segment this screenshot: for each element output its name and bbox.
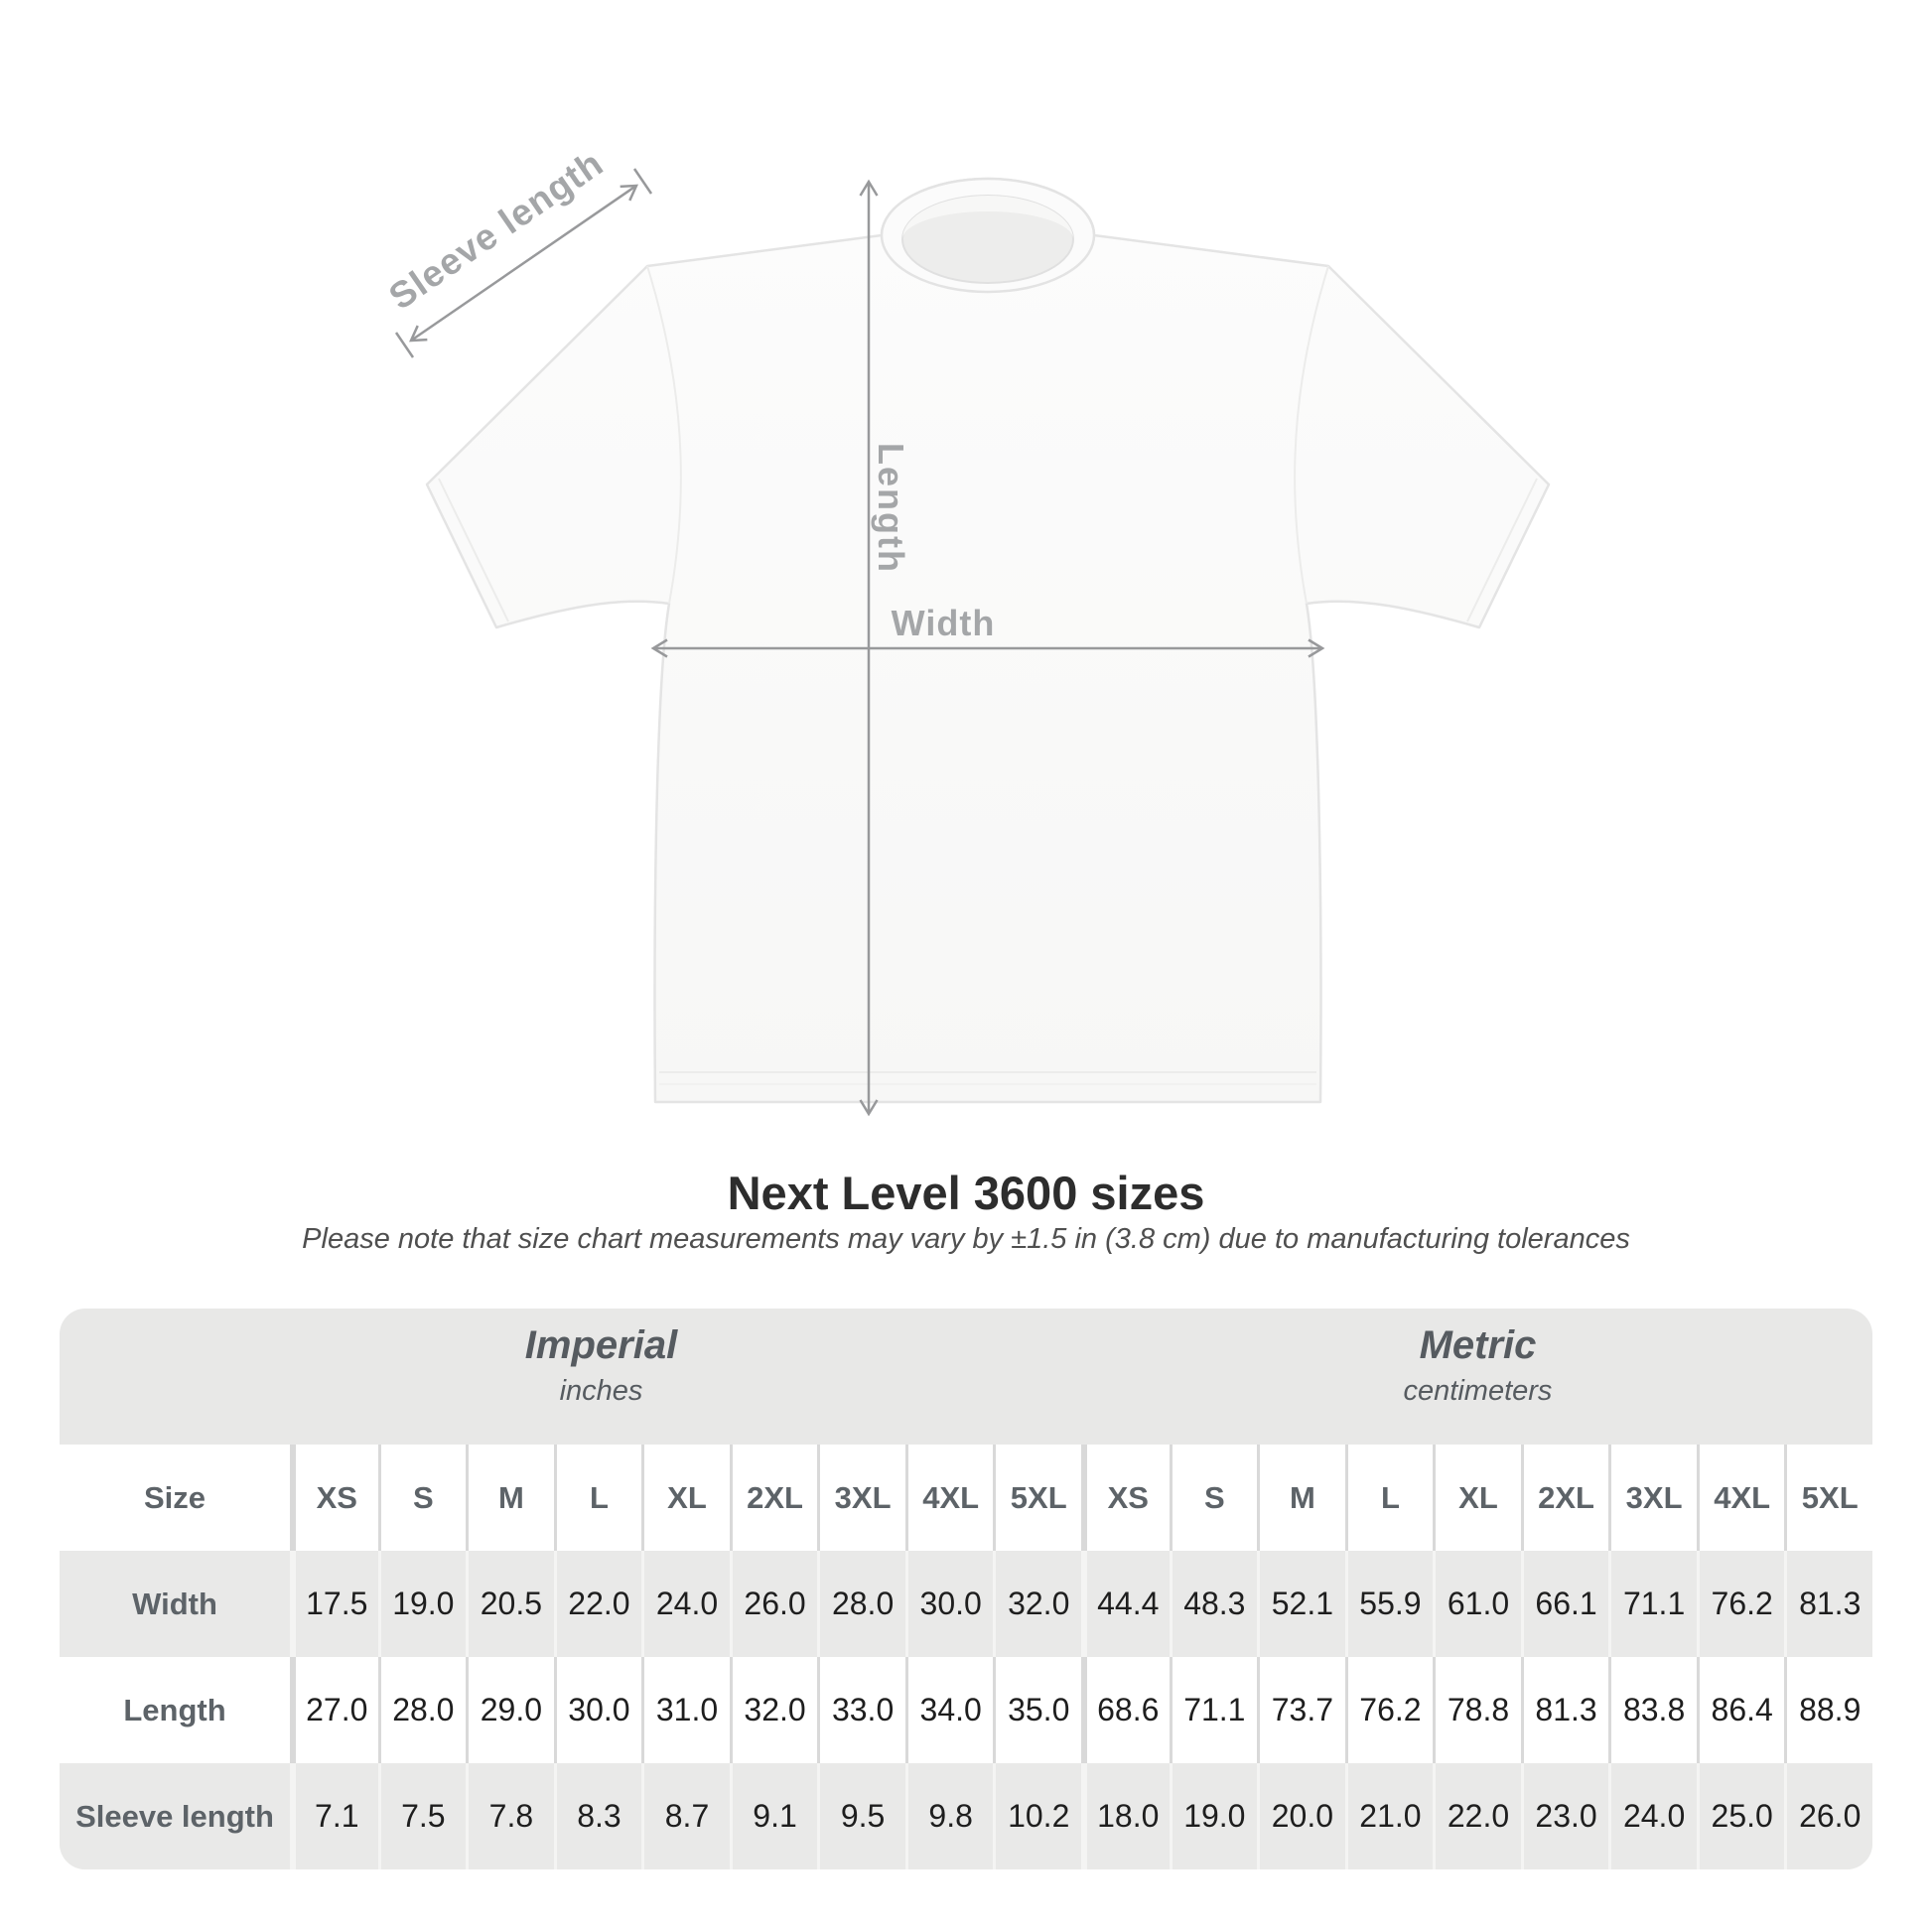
value-cell: 71.1	[1173, 1657, 1258, 1763]
value-cell: 27.0	[293, 1657, 378, 1763]
value-cell: 78.8	[1436, 1657, 1521, 1763]
unit-header-band	[60, 1309, 1872, 1445]
measurement-row	[60, 1551, 1872, 1657]
value-cell: 19.0	[381, 1551, 467, 1657]
value-cell: 7.8	[469, 1763, 554, 1869]
value-cell: 68.6	[1084, 1657, 1170, 1763]
metric-header-group	[1083, 1309, 1872, 1445]
size-table	[60, 1309, 1872, 1869]
value-cell: 32.0	[733, 1657, 818, 1763]
value-cell: 18.0	[1084, 1763, 1170, 1869]
value-cell: 26.0	[1787, 1763, 1872, 1869]
value-cell: 73.7	[1260, 1657, 1345, 1763]
size-col-header: L	[557, 1445, 642, 1551]
value-cell: 86.4	[1700, 1657, 1785, 1763]
value-cell: 22.0	[557, 1551, 642, 1657]
value-cell: 10.2	[996, 1763, 1081, 1869]
value-cell: 7.5	[381, 1763, 467, 1869]
size-col-header: XS	[1084, 1445, 1170, 1551]
value-cell: 23.0	[1524, 1763, 1609, 1869]
value-cell: 52.1	[1260, 1551, 1345, 1657]
value-cell: 76.2	[1700, 1551, 1785, 1657]
size-col-header: 2XL	[733, 1445, 818, 1551]
imperial-unit: inches	[559, 1375, 643, 1407]
metric-header: Metric	[1419, 1323, 1537, 1367]
sleeve-arrow-end-tick	[634, 169, 651, 194]
size-col-header: 5XL	[996, 1445, 1081, 1551]
row-label: Length	[60, 1657, 290, 1763]
value-cell: 33.0	[820, 1657, 905, 1763]
row-label: Sleeve length	[60, 1763, 290, 1869]
size-col-header: 2XL	[1524, 1445, 1609, 1551]
value-cell: 9.5	[820, 1763, 905, 1869]
value-cell: 29.0	[469, 1657, 554, 1763]
value-cell: 66.1	[1524, 1551, 1609, 1657]
value-cell: 28.0	[381, 1657, 467, 1763]
sleeve-arrow-start-tick	[396, 333, 413, 357]
value-cell: 30.0	[557, 1657, 642, 1763]
value-cell: 48.3	[1173, 1551, 1258, 1657]
value-cell: 55.9	[1348, 1551, 1434, 1657]
value-cell: 19.0	[1173, 1763, 1258, 1869]
size-col-header: L	[1348, 1445, 1434, 1551]
tolerance-note: Please note that size chart measurements may vary by ±1.5 in (3.8 cm) due to manufacturing tolerances	[302, 1223, 1630, 1255]
size-col-header: 4XL	[908, 1445, 994, 1551]
width-label: Width	[891, 603, 996, 643]
value-cell: 35.0	[996, 1657, 1081, 1763]
value-cell: 81.3	[1787, 1551, 1872, 1657]
value-cell: 25.0	[1700, 1763, 1785, 1869]
size-col-header: XS	[293, 1445, 378, 1551]
size-col-header: XL	[1436, 1445, 1521, 1551]
value-cell: 21.0	[1348, 1763, 1434, 1869]
value-cell: 34.0	[908, 1657, 994, 1763]
value-cell: 88.9	[1787, 1657, 1872, 1763]
value-cell: 8.3	[557, 1763, 642, 1869]
value-cell: 30.0	[908, 1551, 994, 1657]
value-cell: 26.0	[733, 1551, 818, 1657]
value-cell: 81.3	[1524, 1657, 1609, 1763]
value-cell: 8.7	[644, 1763, 730, 1869]
size-header-label: Size	[60, 1445, 290, 1551]
measurement-rows	[60, 1551, 1872, 1869]
value-cell: 20.0	[1260, 1763, 1345, 1869]
value-cell: 17.5	[293, 1551, 378, 1657]
value-cell: 28.0	[820, 1551, 905, 1657]
imperial-header: Imperial	[524, 1323, 678, 1367]
size-col-header: M	[1260, 1445, 1345, 1551]
size-col-header: S	[1173, 1445, 1258, 1551]
length-label: Length	[871, 443, 911, 574]
size-col-header: 4XL	[1700, 1445, 1785, 1551]
value-cell: 61.0	[1436, 1551, 1521, 1657]
page-title: Next Level 3600 sizes	[727, 1167, 1205, 1219]
size-col-header: M	[469, 1445, 554, 1551]
value-cell: 71.1	[1611, 1551, 1697, 1657]
size-col-header: 3XL	[1611, 1445, 1697, 1551]
measurement-row	[60, 1657, 1872, 1763]
value-cell: 31.0	[644, 1657, 730, 1763]
size-col-header: 3XL	[820, 1445, 905, 1551]
value-cell: 20.5	[469, 1551, 554, 1657]
value-cell: 24.0	[644, 1551, 730, 1657]
value-cell: 32.0	[996, 1551, 1081, 1657]
value-cell: 9.1	[733, 1763, 818, 1869]
size-col-header: S	[381, 1445, 467, 1551]
row-label: Width	[60, 1551, 290, 1657]
tshirt-diagram	[298, 119, 1638, 1172]
size-header-row	[60, 1445, 1872, 1551]
value-cell: 24.0	[1611, 1763, 1697, 1869]
measurement-row	[60, 1763, 1872, 1869]
metric-unit: centimeters	[1403, 1375, 1553, 1407]
imperial-header-group	[60, 1309, 1083, 1445]
value-cell: 7.1	[293, 1763, 378, 1869]
value-cell: 76.2	[1348, 1657, 1434, 1763]
value-cell: 9.8	[908, 1763, 994, 1869]
size-col-header: XL	[644, 1445, 730, 1551]
value-cell: 44.4	[1084, 1551, 1170, 1657]
value-cell: 83.8	[1611, 1657, 1697, 1763]
size-col-header: 5XL	[1787, 1445, 1872, 1551]
value-cell: 22.0	[1436, 1763, 1521, 1869]
sleeve-length-label: Sleeve length	[381, 142, 611, 318]
